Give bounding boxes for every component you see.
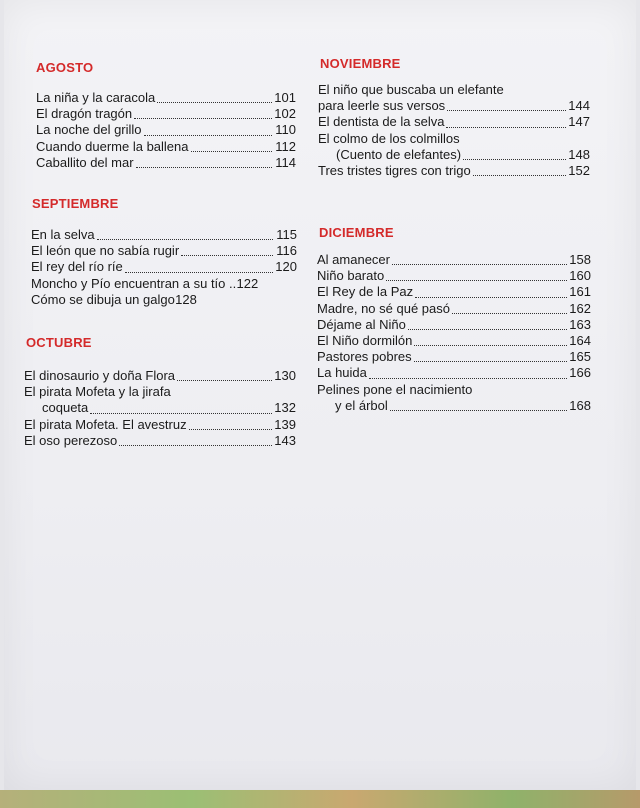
entry-page: 158: [569, 252, 591, 267]
dot-leader: [90, 412, 272, 414]
entry-title: En la selva: [31, 227, 95, 242]
entry-title: El dentista de la selva: [318, 114, 445, 130]
dot-leader: [408, 328, 567, 330]
entries-diciembre: [317, 252, 591, 414]
entry-page: 139: [274, 416, 296, 432]
toc-entry[interactable]: [24, 384, 296, 400]
toc-entry[interactable]: [318, 163, 590, 179]
toc-entry[interactable]: [36, 90, 296, 106]
dot-leader: [181, 254, 273, 256]
dot-leader: [189, 428, 272, 430]
entry-page: 163: [569, 316, 591, 332]
entries-noviembre: [318, 82, 590, 179]
entry-page: 148: [568, 146, 590, 162]
entry-page: 101: [274, 90, 296, 105]
month-heading-septiembre: SEPTIEMBRE: [32, 196, 119, 211]
month-heading-diciembre: DICIEMBRE: [319, 225, 394, 240]
entry-page: 162: [569, 300, 591, 316]
entry-title: La huida: [317, 365, 367, 381]
entry-title: La noche del grillo: [36, 122, 142, 138]
toc-entry[interactable]: [318, 131, 590, 147]
entry-page: 147: [568, 114, 590, 130]
entry-page: 122: [236, 275, 259, 291]
entries-septiembre: [31, 227, 297, 308]
entry-page: 143: [274, 432, 296, 448]
entry-title: El pirata Mofeta. El avestruz: [24, 416, 187, 432]
dot-leader: [414, 360, 567, 362]
entries-octubre: [24, 368, 296, 449]
entries-agosto: [36, 90, 296, 171]
entry-title: Caballito del mar: [36, 154, 134, 170]
entry-title: Tres tristes tigres con trigo: [318, 163, 471, 179]
dot-leader: [136, 166, 272, 168]
toc-entry[interactable]: [318, 98, 590, 114]
toc-entry[interactable]: [36, 122, 296, 138]
toc-entry[interactable]: [24, 400, 296, 416]
entry-page: 161: [569, 284, 591, 300]
cover-illustration-strip: [0, 790, 640, 808]
entry-page: 110: [275, 122, 296, 138]
toc-entry[interactable]: [36, 139, 296, 155]
entry-title: (Cuento de elefantes): [336, 146, 462, 162]
dot-leader: [473, 174, 566, 176]
entry-page: 102: [274, 106, 296, 122]
dot-leader: [97, 238, 273, 240]
entry-page: 164: [569, 333, 591, 349]
entry-page: 160: [569, 268, 591, 284]
entry-title: El dragón tragón: [36, 106, 133, 122]
toc-entry[interactable]: [317, 268, 591, 284]
toc-entry[interactable]: [318, 82, 590, 98]
entry-title: Pastores pobres: [317, 349, 412, 365]
entry-title: El oso perezoso: [24, 432, 118, 448]
entry-page: 132: [274, 400, 296, 416]
entry-title: El pirata Mofeta y la jirafa: [24, 384, 171, 400]
dot-leader: [390, 409, 567, 411]
entry-title: El león que no sabía rugir: [31, 243, 180, 259]
dot-leader: [369, 377, 567, 379]
entry-title: para leerle sus versos: [318, 98, 446, 114]
entry-title: El rey del río ríe: [31, 259, 123, 275]
toc-entry[interactable]: [318, 147, 590, 163]
entry-page: 116: [276, 243, 297, 259]
toc-entry[interactable]: [24, 433, 296, 449]
dot-leader: [119, 444, 272, 446]
toc-entry[interactable]: [31, 227, 297, 243]
dot-leader: [392, 263, 567, 265]
entry-title: El dinosaurio y doña Flora: [24, 368, 176, 383]
entry-page: 130: [274, 368, 296, 383]
entry-title: Moncho y Pío encuentran a su tío ..: [31, 275, 237, 291]
entry-title: El Rey de la Paz: [317, 284, 414, 300]
entry-page: 112: [275, 138, 296, 154]
toc-entry[interactable]: [31, 292, 297, 308]
toc-entry[interactable]: [24, 368, 296, 384]
toc-entry[interactable]: [24, 417, 296, 433]
entry-title: Pelines pone el nacimiento: [317, 381, 473, 397]
toc-entry[interactable]: [317, 252, 591, 268]
entry-title: El Niño dormilón: [317, 333, 413, 349]
entry-title: coqueta: [42, 400, 89, 416]
dot-leader: [452, 312, 567, 314]
dot-leader: [125, 271, 273, 273]
toc-entry[interactable]: [317, 365, 591, 381]
entry-page: 144: [568, 98, 590, 114]
entry-title: El colmo de los colmillos: [318, 130, 460, 146]
toc-entry[interactable]: [318, 114, 590, 130]
toc-entry[interactable]: [31, 259, 297, 275]
toc-entry[interactable]: [317, 398, 591, 414]
entry-title: Cuando duerme la ballena: [36, 138, 189, 154]
toc-entry[interactable]: [317, 317, 591, 333]
entry-page: 166: [569, 365, 591, 381]
dot-leader: [177, 379, 272, 381]
toc-entry[interactable]: [36, 155, 296, 171]
entry-page: 115: [276, 227, 297, 242]
dot-leader: [414, 344, 567, 346]
entry-title: Cómo se dibuja un galgo: [31, 291, 175, 307]
month-heading-octubre: OCTUBRE: [26, 335, 92, 350]
dot-leader: [386, 279, 567, 281]
dot-leader: [144, 134, 272, 136]
entry-title: La niña y la caracola: [36, 90, 156, 105]
entry-page: 165: [569, 349, 591, 365]
entry-title: Déjame al Niño: [317, 316, 406, 332]
toc-entry[interactable]: [317, 333, 591, 349]
dot-leader: [463, 158, 566, 160]
toc-entry[interactable]: [31, 276, 297, 292]
dot-leader: [447, 109, 566, 111]
entry-page: 152: [568, 163, 590, 179]
toc-entry[interactable]: [317, 349, 591, 365]
entry-title: Niño barato: [317, 268, 385, 284]
month-heading-agosto: AGOSTO: [36, 60, 94, 75]
toc-entry[interactable]: [317, 284, 591, 300]
dot-leader: [157, 101, 272, 103]
entry-title: y el árbol: [335, 397, 388, 413]
entry-title: Madre, no sé qué pasó: [317, 300, 450, 316]
month-heading-noviembre: NOVIEMBRE: [320, 56, 401, 71]
entry-title: Al amanecer: [317, 252, 390, 267]
book-page: [4, 0, 636, 790]
dot-leader: [446, 126, 566, 128]
toc-entry[interactable]: [31, 243, 297, 259]
toc-entry[interactable]: [317, 301, 591, 317]
entry-page: 128: [175, 291, 197, 307]
dot-leader: [191, 150, 273, 152]
toc-entry[interactable]: [36, 106, 296, 122]
dot-leader: [134, 117, 272, 119]
entry-page: 168: [569, 397, 591, 413]
entry-page: 114: [275, 154, 296, 170]
entry-title: El niño que buscaba un elefante: [318, 82, 504, 97]
toc-entry[interactable]: [317, 382, 591, 398]
dot-leader: [415, 296, 567, 298]
entry-page: 120: [275, 259, 297, 275]
